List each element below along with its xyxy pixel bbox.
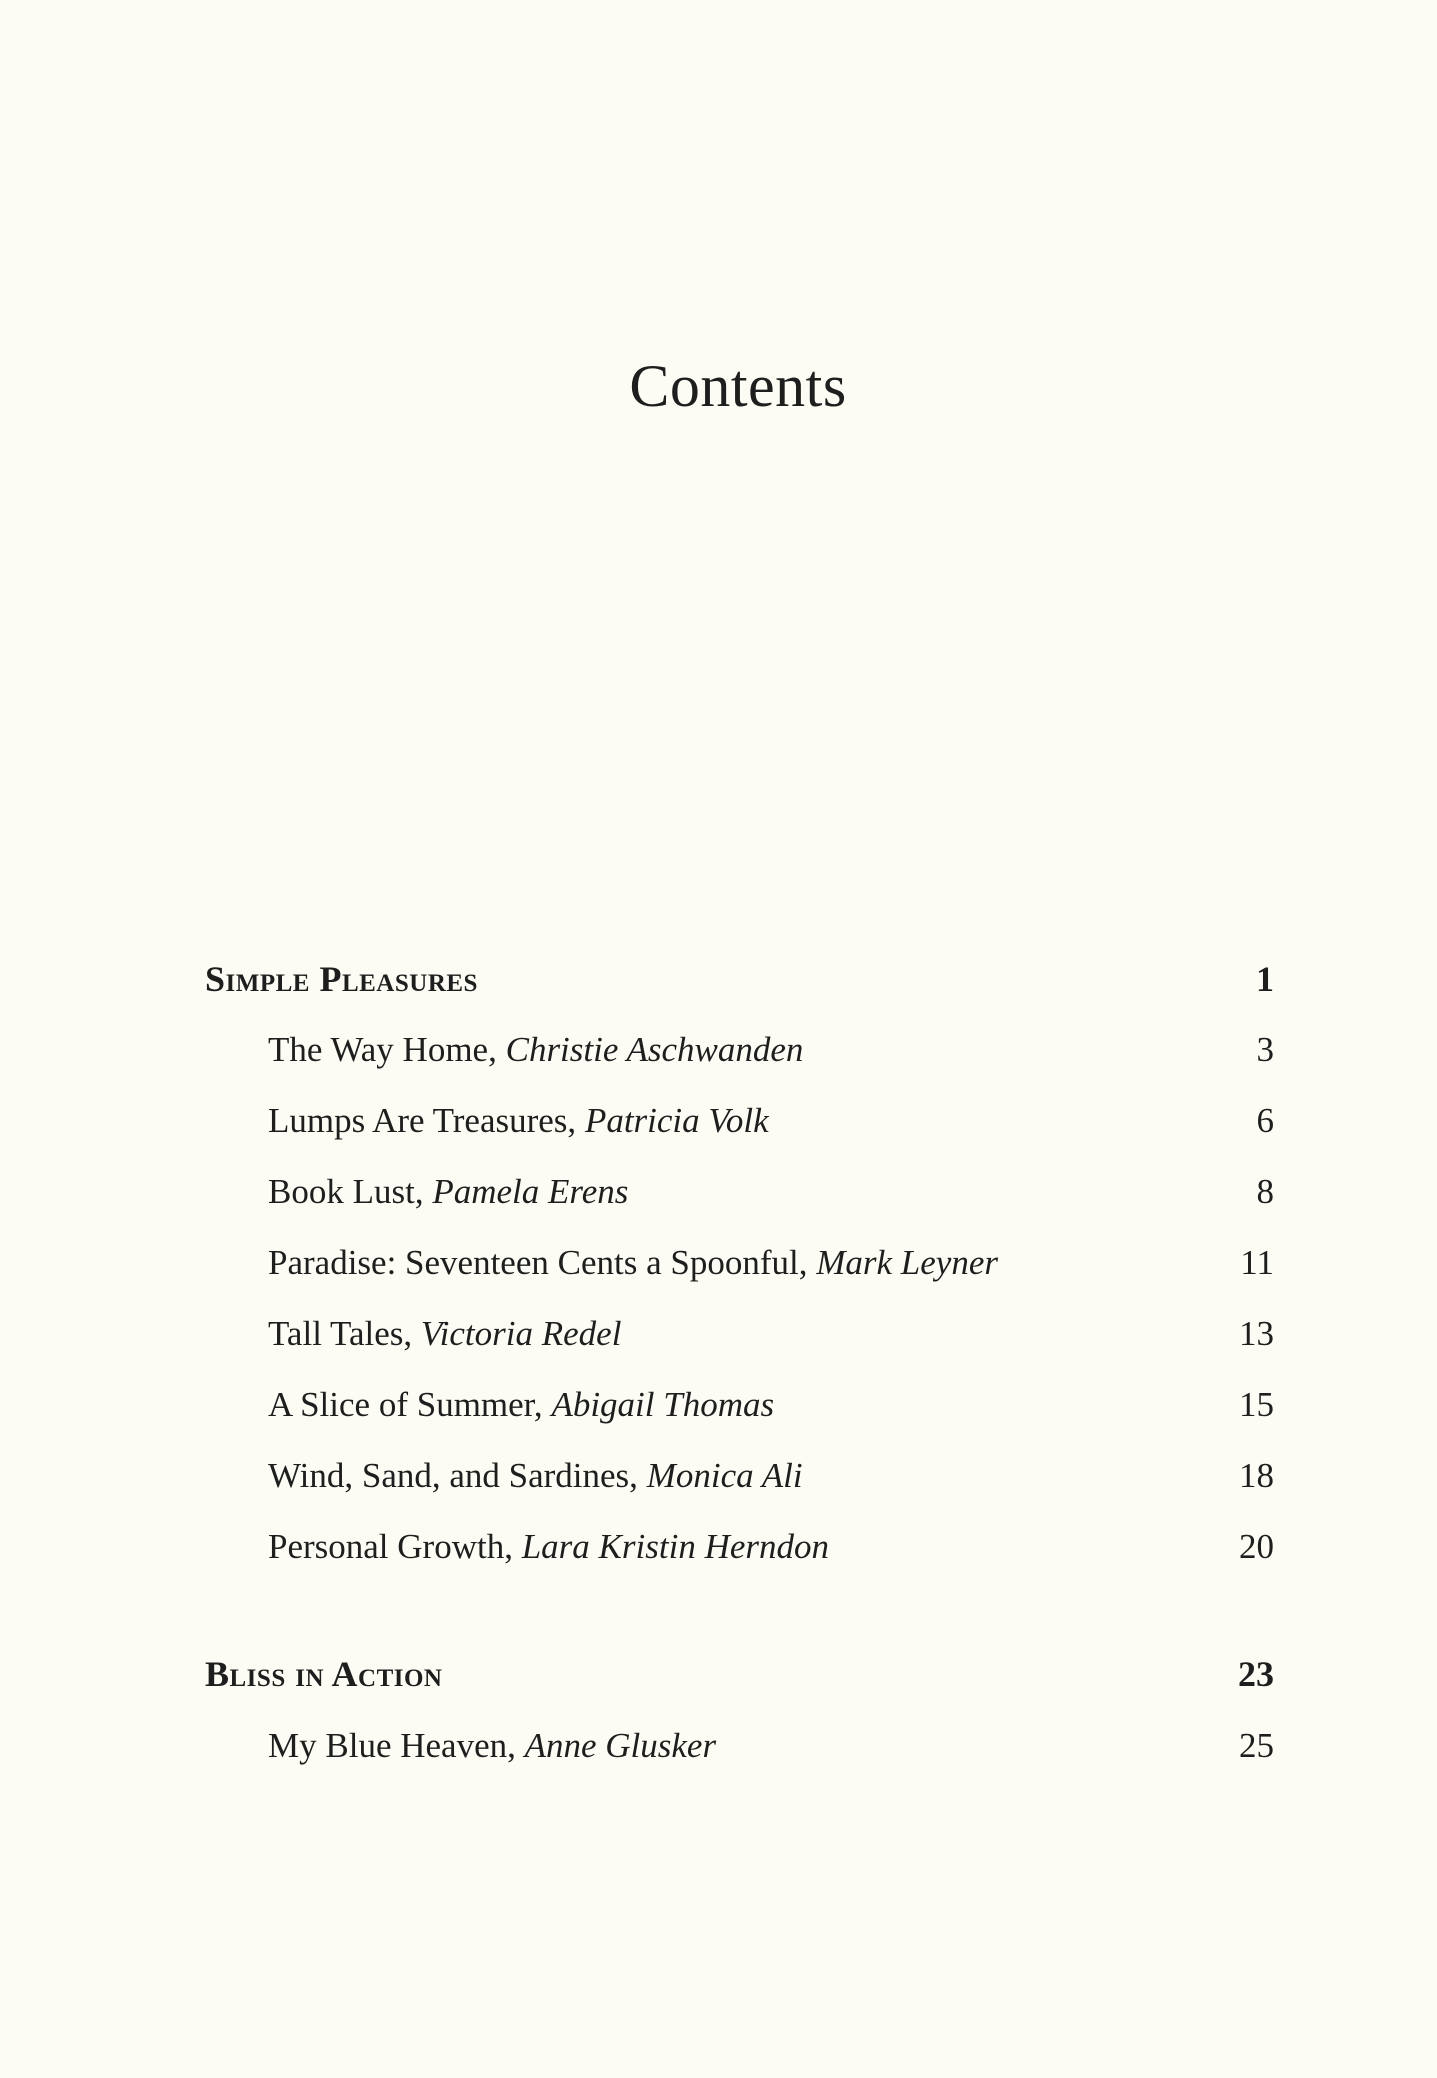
toc-entry: [0, 1385, 1437, 1435]
section-heading: Bliss in Action: [205, 1654, 443, 1694]
entry-title: Personal Growth,: [268, 1527, 513, 1566]
entry-page-number: 11: [1240, 1243, 1274, 1282]
entry-page-number: 8: [1256, 1172, 1274, 1211]
section-page-number: 1: [1256, 959, 1274, 999]
toc-entry: [0, 1030, 1437, 1080]
entry-title: A Slice of Summer,: [268, 1385, 543, 1424]
entry-label: [268, 1456, 803, 1496]
toc-entry: [0, 1456, 1437, 1506]
section-heading-row: [0, 958, 1437, 1008]
entry-label: [268, 1385, 774, 1425]
entry-title: Lumps Are Treasures,: [268, 1101, 577, 1140]
entry-author: Anne Glusker: [524, 1726, 717, 1765]
entry-title: Tall Tales,: [268, 1314, 413, 1353]
toc-entry: [0, 1314, 1437, 1364]
entry-page-number: 20: [1239, 1527, 1274, 1566]
section-page-number: 23: [1238, 1654, 1274, 1694]
entry-author: Mark Leyner: [816, 1243, 998, 1282]
entry-title: The Way Home,: [268, 1030, 497, 1069]
entry-title: Wind, Sand, and Sardines,: [268, 1456, 638, 1495]
section-heading: Simple Pleasures: [205, 959, 478, 999]
entry-label: [268, 1527, 829, 1567]
entry-author: Lara Kristin Herndon: [521, 1527, 829, 1566]
entry-page-number: 3: [1256, 1030, 1274, 1069]
page-title: Contents: [629, 353, 847, 419]
entry-author: Victoria Redel: [420, 1314, 622, 1353]
section-heading-row: [0, 1653, 1437, 1703]
toc-entry: [0, 1527, 1437, 1577]
entry-author: Christie Aschwanden: [505, 1030, 804, 1069]
entry-label: [268, 1726, 716, 1766]
entry-label: [268, 1030, 803, 1070]
toc-entry: [0, 1726, 1437, 1776]
entry-author: Patricia Volk: [584, 1101, 769, 1140]
toc-entry: [0, 1243, 1437, 1293]
entry-author: Monica Ali: [646, 1456, 803, 1495]
entry-author: Pamela Erens: [432, 1172, 629, 1211]
entry-title: Paradise: Seventeen Cents a Spoonful,: [268, 1243, 808, 1282]
entry-label: [268, 1101, 769, 1141]
toc-entry: [0, 1101, 1437, 1151]
entry-title: Book Lust,: [268, 1172, 424, 1211]
entry-label: [268, 1314, 621, 1354]
entry-label: [268, 1243, 998, 1283]
entry-page-number: 13: [1239, 1314, 1274, 1353]
entry-page-number: 15: [1239, 1385, 1274, 1424]
entry-page-number: 25: [1239, 1726, 1274, 1765]
entry-author: Abigail Thomas: [551, 1385, 775, 1424]
entry-page-number: 6: [1256, 1101, 1274, 1140]
entry-page-number: 18: [1239, 1456, 1274, 1495]
toc-entry: [0, 1172, 1437, 1222]
entry-title: My Blue Heaven,: [268, 1726, 516, 1765]
entry-label: [268, 1172, 628, 1212]
